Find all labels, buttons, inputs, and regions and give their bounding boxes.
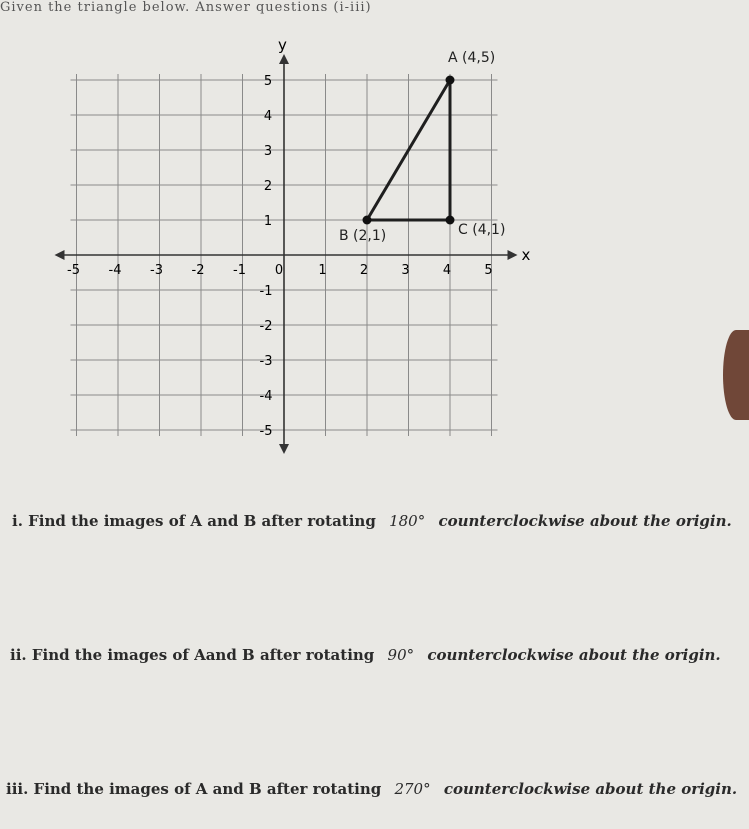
x-tick-label: 3 bbox=[401, 263, 410, 278]
y-axis-arrow-down bbox=[279, 444, 289, 454]
header-text: Given the triangle below. Answer questions (i-iii) bbox=[0, 0, 372, 15]
x-tick-label: 5 bbox=[484, 263, 493, 278]
y-tick-label: -2 bbox=[259, 319, 273, 334]
x-tick-label: -3 bbox=[150, 263, 163, 278]
y-tick-label: 5 bbox=[263, 74, 273, 89]
y-tick-label: 3 bbox=[263, 144, 273, 159]
question-2-prefix: ii. Find the images of Aand B after rotating bbox=[10, 646, 375, 664]
question-2-angle: 90° bbox=[387, 646, 415, 664]
point-marker bbox=[446, 216, 455, 225]
question-1-suffix: counterclockwise about the origin. bbox=[438, 512, 732, 530]
x-tick-label: -4 bbox=[108, 263, 122, 278]
question-1-prefix: i. Find the images of A and B after rotating bbox=[12, 512, 376, 530]
y-tick-label: 2 bbox=[263, 179, 273, 194]
x-axis-arrow-left bbox=[55, 250, 65, 260]
point-label: C (4,1) bbox=[458, 222, 506, 238]
question-3-angle: 270° bbox=[394, 780, 431, 798]
y-tick-label: -3 bbox=[259, 354, 273, 369]
question-2-suffix: counterclockwise about the origin. bbox=[427, 646, 721, 664]
question-3 bbox=[6, 780, 737, 798]
point-label: A (4,5) bbox=[448, 50, 496, 66]
point-label: B (2,1) bbox=[339, 228, 387, 244]
x-axis-label: x bbox=[521, 246, 531, 264]
question-1-angle: 180° bbox=[389, 512, 426, 530]
y-axis-label: y bbox=[278, 36, 287, 54]
x-tick-label: -1 bbox=[233, 263, 246, 278]
x-tick-label: 0 bbox=[274, 263, 284, 278]
y-tick-label: 1 bbox=[263, 214, 273, 229]
y-tick-label: 4 bbox=[263, 109, 273, 124]
y-axis-arrow-up bbox=[279, 54, 289, 64]
y-tick-label: -5 bbox=[259, 424, 273, 439]
x-tick-label: 1 bbox=[318, 263, 327, 278]
x-tick-label: 2 bbox=[359, 263, 369, 278]
question-3-prefix: iii. Find the images of A and B after rotating bbox=[6, 780, 382, 798]
point-marker bbox=[446, 76, 455, 85]
x-tick-label: 4 bbox=[442, 263, 452, 278]
question-2 bbox=[10, 646, 721, 664]
point-marker bbox=[363, 216, 372, 225]
x-axis-arrow-right bbox=[508, 250, 518, 260]
x-tick-label: -5 bbox=[67, 263, 80, 278]
x-tick-label: -2 bbox=[191, 263, 205, 278]
y-tick-label: -4 bbox=[259, 389, 273, 404]
question-1 bbox=[12, 512, 732, 530]
question-3-suffix: counterclockwise about the origin. bbox=[443, 780, 738, 798]
y-tick-label: -1 bbox=[259, 284, 273, 299]
